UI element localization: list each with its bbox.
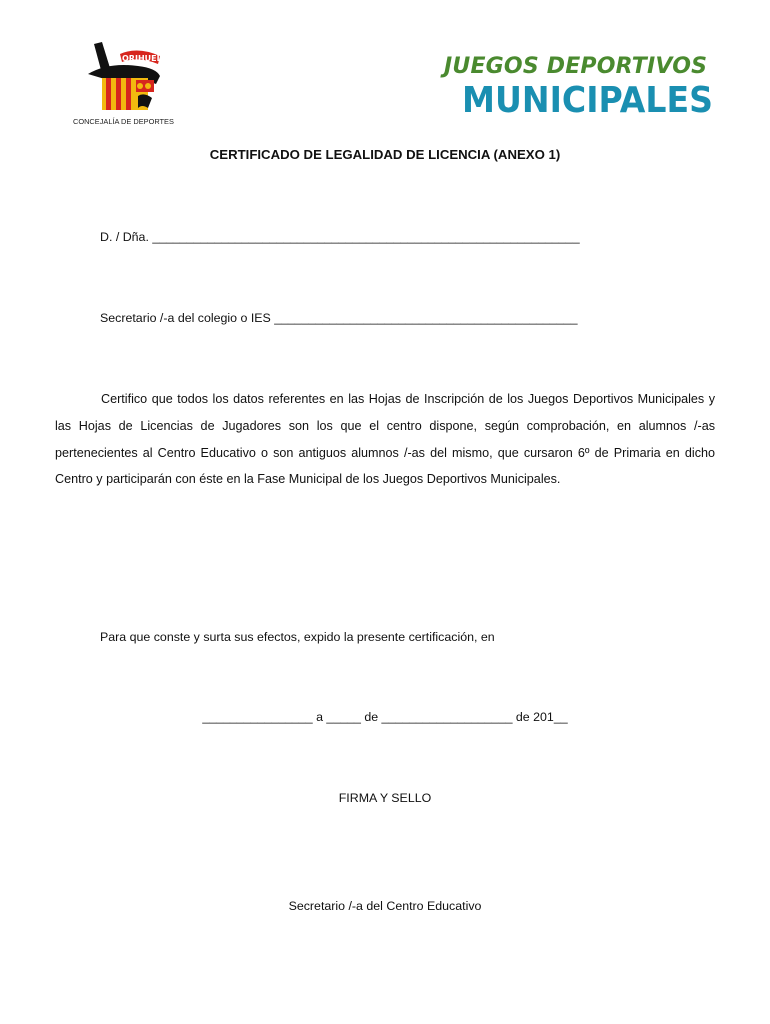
juegos-deportivos-logo (430, 50, 713, 130)
closing-sentence: Para que conste y surta sus efectos, expido la presente certificación, en (100, 630, 495, 644)
logo-line-2: MUNICIPALES (462, 80, 713, 121)
orihuela-sports-logo (68, 34, 188, 130)
date-line: ________________ a _____ de ___________________ de 201__ (202, 710, 568, 724)
logo-wordmark: ORIHUELA (122, 54, 168, 63)
name-field-line: D. / Dña. ______________________________________________________________ (100, 230, 580, 244)
orihuela-crest-icon (68, 34, 188, 130)
logo-line-1: JUEGOS DEPORTIVOS (444, 54, 708, 79)
logo-caption: CONCEJALÍA DE DEPORTES (73, 117, 174, 126)
document-title: CERTIFICADO DE LEGALIDAD DE LICENCIA (ANEXO 1) (209, 147, 561, 162)
secretary-field-line: Secretario /-a del colegio o IES ____________________________________________ (100, 311, 578, 325)
signature-label: FIRMA Y SELLO (338, 791, 432, 805)
certification-paragraph: Certifico que todos los datos referentes en las Hojas de Inscripción de los Juegos Deportivos Municipales y las Hojas de Licencias de Jugadores son los que el centro dispone, según comprobación, en alumnos /-as pertenecientes al Centro Educativo o son antiguos alumnos /-as del mismo, que cursaron 6º de Primaria en dicho Centro y participarán con éste en la Fase Municipal de los Juegos Deportivos Municipales. (55, 392, 715, 487)
signatory-label: Secretario /-a del Centro Educativo (288, 899, 482, 913)
